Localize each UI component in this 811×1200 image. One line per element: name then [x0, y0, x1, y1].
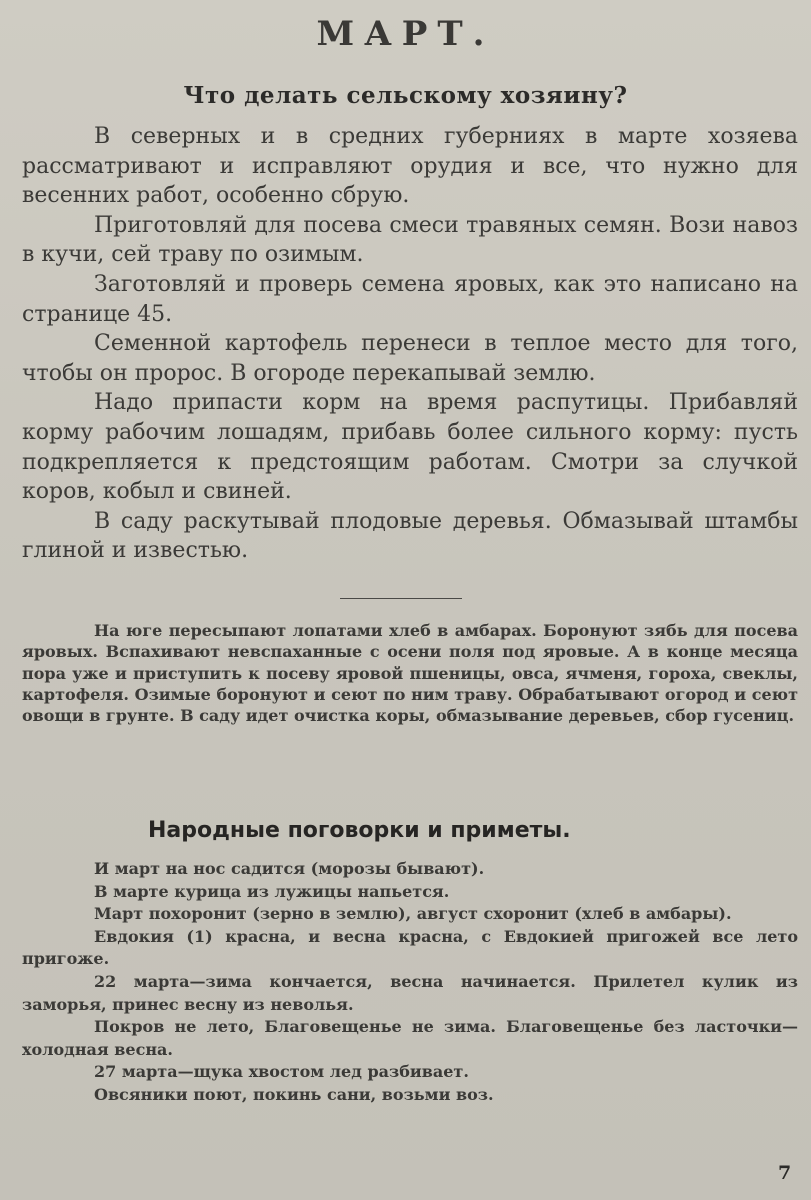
saying-item: 22 марта—зима кончается, весна начинается. Прилетел кулик из заморья, принес весну из неволья. [22, 971, 798, 1014]
page-title: МАРТ. [316, 14, 495, 54]
paragraph: В саду раскутывай плодовые деревья. Обмазывай штамбы глиной и известью. [22, 508, 798, 564]
saying-item: В марте курица из лужицы напьется. [94, 881, 450, 901]
south-region-text [22, 620, 798, 726]
paragraph: Приготовляй для посева смеси травяных семян. Вози навоз в кучи, сей траву по озимым. [22, 212, 798, 268]
paragraph: Заготовляй и проверь семена яровых, как это написано на странице 45. [22, 271, 798, 327]
section-subtitle: Что делать сельскому хозяину? [183, 82, 628, 109]
paragraph: Надо припасти корм на время распутицы. Прибавляй корму рабочим лошадям, прибавь более сильного корму: пусть подкрепляется к предстоящим работам. Смотри за случкой коров, кобыл и свиней. [22, 390, 798, 505]
saying-item: Евдокия (1) красна, и весна красна, с Евдокией пригожей все лето пригоже. [22, 926, 798, 969]
sayings-heading: Народные поговорки и приметы. [148, 818, 571, 843]
saying-item: И март на нос садится (морозы бывают). [94, 859, 485, 878]
paragraph: Семенной картофель перенеси в теплое место для того, чтобы он пророс. В огороде перекапывай землю. [22, 331, 798, 386]
main-text-block [22, 122, 798, 566]
saying-item: Овсяники поют, покинь сани, возьми воз. [94, 1084, 494, 1104]
saying-item: Покров не лето, Благовещенье не зима. Благовещенье без ласточки—холодная весна. [22, 1017, 798, 1059]
saying-item: Март похоронит (зерно в землю), август схоронит (хлеб в амбары). [94, 904, 732, 924]
divider-line [340, 598, 462, 599]
paragraph: На юге пересыпают лопатами хлеб в амбарах. Боронуют зябь для посева яровых. Вспахивают невспаханные с осени поля под яровые. А в конце месяца пора уже и приступить к посеву яровой пшеницы, овса, ячменя, гороха, свеклы, картофеля. Озимые боронуют и сеют по ним траву. Обрабатывают огород и сеют овощи в грунте. В саду идет очистка коры, обмазывание деревьев, сбор гусениц. [22, 621, 798, 726]
saying-item: 27 марта—щука хвостом лед разбивает. [94, 1062, 469, 1082]
paragraph: В северных и в средних губерниях в марте хозяева рассматривают и исправляют орудия и все, что нужно для весенних работ, особенно сбрую. [22, 124, 798, 209]
sayings-list [22, 858, 798, 1107]
page-number: 7 [778, 1162, 792, 1184]
